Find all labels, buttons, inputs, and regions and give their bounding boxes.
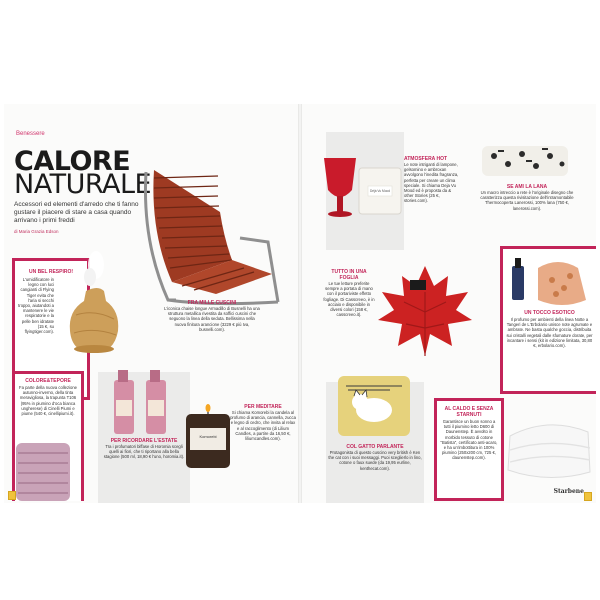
caption-gatto	[328, 444, 422, 471]
title-line-2: NATURALE	[14, 169, 152, 200]
caption-foglia-body: Le tue letture preferite sempre a portata di mano con il portariviste effetto fogliage. Di Casscreeo, è in acciaio e disponibile in diversi colori (158 €, casscreeo.it).	[323, 281, 375, 318]
page-marker-right	[584, 492, 592, 501]
caption-cuscini-body: L'iconica chaise longue Armadillo di Busnelli ha una struttura metallica rivestita da soffici cuscini che seguono la linea della seduta. Bellissima nella nuova finitura arancione (3229 € più Iva, busnelli.com).	[164, 306, 260, 332]
caption-lana-body: Un macro intreccio a rete è l'originale disegno che caratterizza questa rivisitazione dell'intramontabile Thermocoperta Lanerossi, 100% lana (750 €, lanerossi.com).	[480, 190, 574, 211]
title-line-1: CALORE	[14, 146, 131, 177]
page-marker-left	[8, 491, 16, 500]
box-respiro-head: UN BEL RESPIRO!	[28, 269, 74, 275]
caption-meditare	[230, 404, 296, 441]
caption-lana	[478, 184, 576, 211]
caption-meditare-body: Si chiama Komorebi la candela al profumo di arancia, cannella, zucca e legno di cedro, che invita al relax e al raccoglimento (di Lilium Candles, a partire da 16,50 €, liliumcandles.com).	[230, 410, 296, 442]
caption-gatto-head: COL GATTO PARLANTE	[346, 444, 404, 450]
caption-estate-body: Tra i profumatori biffase di Horomia scegli quelli ai fiori, che ti riportano alla bella stagione (500 ml, 18,90 € l'uno, horomia.it).	[103, 444, 185, 460]
leaf-magazine-rack-image	[376, 262, 474, 360]
caption-estate	[102, 438, 186, 460]
caption-meditare-head: PER MEDITARE	[244, 404, 282, 410]
box-esotico-body: Il profumo per ambienti della linea Notte a Tangeri de L'Erbolario unisce note agrumate e ambrate. Ne basta qualche goccia, distribuita sui cristalli vegetali dalle sfumature dorate, per incantare i sensi (kit in edizione limitata, 30,80 €, erbolario.com).	[506, 317, 593, 349]
byline: di Maria Grazia Edson	[14, 229, 59, 234]
candle-jar-label: Komorebi	[199, 434, 217, 439]
blanket-image	[478, 140, 574, 182]
box-caldo-body: Garantisce un buon sonno a tutti il piumino letto D600 di Daunenstep. È avvolto in morbido tessuto di cotone "Batista", certificato anti-acaro, e ha un'imbottitura in 100% piumino (250x200 cm, 725 €, daunenstep.com).	[440, 419, 498, 461]
caption-gatto-body: Protagonista di questo cuscino very british è Ken the cat con i suoi messaggi. Puoi sceglierlo in lino, cotone o faux suede (da 19,95 eurline, kenthecat.com).	[328, 450, 422, 471]
box-esotico-head: UN TOCCO ESOTICO	[524, 310, 575, 316]
caption-cuscini	[164, 300, 260, 332]
caption-hot	[404, 156, 460, 204]
intro-text: Accessori ed elementi d'arredo che ti fanno gustare il piacere di stare a casa quando arrivano i primi freddi	[14, 201, 139, 224]
caption-hot-body: Le note intriganti di lampone, gelsomino e ambroxan avvolgono l'inedita fragranza, perfetta per creare un clima speciale. Si chiama Deja Vu Mood ed è proposta da & other Stories (25 €, stories.com).	[404, 162, 459, 204]
caption-hot-head: ATMOSFERA HOT	[404, 156, 448, 162]
candle-label: Déjà Vu Mood	[369, 189, 391, 193]
caption-lana-head: SE AMI LA LANA	[506, 184, 548, 190]
erbolario-kit-image	[508, 254, 594, 310]
brand-logo: Starbene	[553, 488, 584, 495]
cat-cushion-image	[334, 372, 414, 440]
duvet-image	[504, 410, 594, 486]
page-gutter	[298, 104, 302, 503]
caption-foglia-head: TUTTO IN UNA FOGLIA	[331, 269, 367, 281]
box-caldo	[434, 398, 504, 501]
box-respiro-body: L'umidificatore in legno con luci cangianti di Flying Tiger evita che l'aria si secchi troppo, aiutandoti a mantenere le vie respiratorie e la pelle ben idratate (15 €, su flyingtiger.com).	[18, 277, 54, 335]
box-colore-body: Fa parte della nuova collezione autunno-inverno, della tinta meravigliosa, la trapunta T106 (95% in piumino d'oca bianca ungherese) di Cinelli Piumi e piume (540 €, cinellipiumi.it).	[19, 385, 77, 417]
caption-estate-head: PER RICORDARE L'ESTATE	[110, 438, 178, 444]
diffuser-bottles-image	[104, 366, 184, 436]
diffuser-image	[54, 249, 134, 359]
candle-jar-image	[180, 404, 236, 474]
caption-cuscini-head: FRA MILLE CUSCINI	[187, 300, 237, 306]
caption-foglia	[322, 269, 376, 317]
box-caldo-head: AL CALDO E SENZA STARNUTI	[444, 406, 494, 418]
chaise-longue-image	[132, 142, 282, 317]
magazine-spread	[4, 104, 596, 503]
section-label: Benessere	[16, 131, 45, 137]
trapunta-image	[12, 439, 74, 503]
page-title	[14, 146, 152, 200]
box-colore-head: COLORE&TEPORE	[25, 378, 71, 384]
